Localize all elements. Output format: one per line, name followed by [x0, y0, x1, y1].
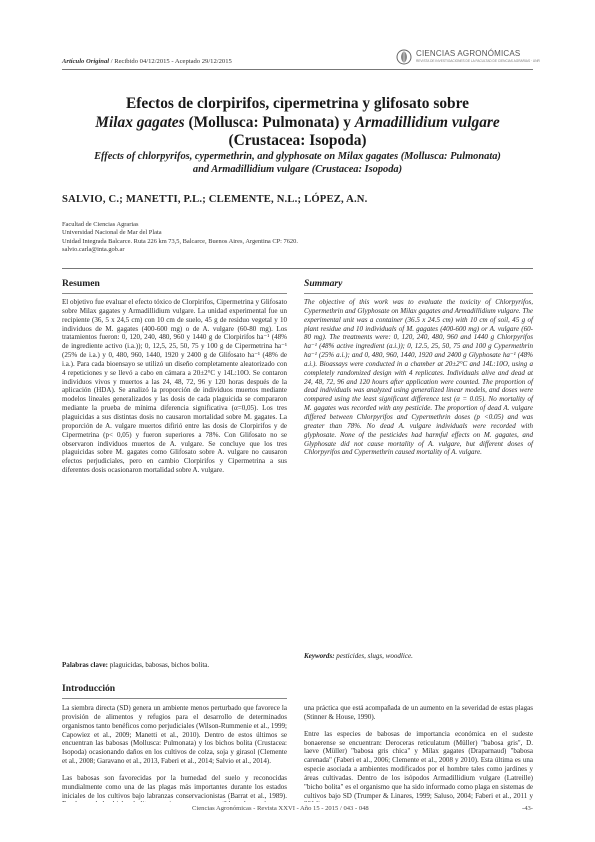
introduccion-rule: [62, 698, 287, 699]
resumen-heading: Resumen: [62, 278, 100, 289]
article-header: [62, 58, 232, 65]
introduccion-left-column: [62, 704, 287, 802]
resumen-text: El objetivo fue evaluar el efecto tóxico de Clorpirifos, Cipermetrina y Glifosato sobre Milax gagates y Armadillidium vulgare. La unidad experimental fue un recipiente (36, 5 x 24,5 cm) con 10 cm de suelo, 45 g de residuo vegetal y 10 individuos de M. gagates (400-600 mg) o de A. vulgare (60-80 mg). Los tratamientos fueron: 0, 120, 240, 480, 960 y 1440 g de Clorpirifos ha⁻¹ (48% de ingrediente activo (i.a.)); 0, 12,5, 25, 50, 75 y 100 g de Cipermetrina ha⁻¹ (25% de i.a.) y 0, 480, 960, 1440, 1920 y 2400 g de Glifosato ha⁻¹ (48% de i.a.). Para cada bioensayo se utilizó un diseño completamente aleatorizado con 4 repeticiones y se llevó a cabo en cámara a 20±2°C y 14L:10O. Se contaron individuos vivos y muertos a las 24, 48, 72, 96 y 120 horas después de la aplicación (HDA). Se analizó la proporción de individuos muertos mediante modelos lineales generalizados y las dosis de cada plaguicida se compararon mediante la prueba de mínima diferencia significativa (α=0,05). Los tres plaguicidas a sus distintas dosis no causaron mortalidad sobre M. gagates. La proporción de A. vulgare muertos difirió entre las dosis de Clorpirifos y de Cipermetrina (p< 0,05) y fueron superiores a 78%. Con Glifosato no se observaron individuos muertos de A. vulgare. Se concluye que los tres plaguicidas sobre M. gagates como Glifosato sobre A. vulgare no causaron efectos perjudiciales, pero en cambio Clorpirifos y Cipermetrina a sus diferentes dosis ocasionaron mortalidad sobre A. vulgare.: [62, 298, 287, 475]
footer-citation: Ciencias Agronómicas - Revista XXVI - Año 15 - 2015 / 043 - 048: [192, 805, 369, 812]
affiliation-line: Universidad Nacional de Mar del Plata: [62, 229, 162, 237]
summary-rule: [304, 293, 533, 294]
journal-logo: [396, 49, 540, 65]
article-type: Artículo Original: [62, 58, 110, 65]
title-line-3: (Crustacea: Isopoda): [228, 132, 367, 149]
english-title-line-2: and Armadillidium vulgare (Crustacea: Isopoda): [192, 163, 403, 175]
intro-paragraph: La siembra directa (SD) genera un ambiente menos perturbado que favorece la provisión de alimentos y refugios para el desarrollo de determinados organismos tanto benéficos como perjudiciales (Wilson-Rummenie et al., 1999; Capowiez et al., 2009; Manetti et al., 2010). Dentro de estos últimos se encuentran las babosas (Mollusca: Pulmonata) y los bichos bolita (Crustacea: Isopoda) ocasionando daños en los cultivos de colza, soja y girasol (Clemente et al., 2008; Garavano et al., 2013, Faberi et al., 2014; Salvio et al., 2014).: [62, 704, 287, 766]
journal-logo-name: CIENCIAS AGRONÓMICAS: [416, 49, 521, 58]
english-title: [62, 151, 533, 176]
intro-paragraph: una práctica que está acompañada de un aumento en la severidad de estas plagas (Stinner & House, 1990).: [304, 704, 533, 721]
keywords-text: pesticides, slugs, woodlice.: [334, 652, 413, 660]
resumen-body: [62, 298, 287, 483]
keywords-label: Keywords:: [304, 652, 335, 660]
title-line-2: [62, 114, 533, 133]
summary-body: [304, 298, 533, 465]
header-rule: [62, 69, 533, 70]
intro-paragraph: Las babosas son favorecidas por la humedad del suelo y reconocidas mundialmente como una de las plagas más importantes durante los estados iniciales de los cultivos bajo labranzas conservacionistas (Barrat et al., 1989).: [62, 773, 287, 800]
summary-text: The objective of this work was to evaluate the toxicity of Chlorpyrifos, Cypermethrin and Glyphosate on Milax gagates and Armadillidium vulgare. The experimental unit was a container (36.5 x 24.5 cm) with 10 cm of soil, 45 g of plant residue and 10 individuals of M. gagates (400-600 mg) or A. vulgare (60-80 mg). The treatments were: 0, 120, 240, 480, 960 and 1440 g Chlorpyrifos ha⁻¹ (48% active ingredient (a.i.)); 0, 12.5, 25, 50, 75 and 100 g Cypermethrin ha⁻¹ (25% a.i.); and 0, 480, 960, 1440, 1920 and 2400 g Glyphosate ha⁻¹ (48% a.i.). Bioassays were conducted in a chamber at 20±2°C and 14L:10O, using a completely randomized design with 4 replicates. Individuals alive and dead at 24, 48, 72, 96 and 120 hours after application were counted. The proportion of dead individuals was analyzed using generalized linear models, and doses were compared using the least significant difference test (α = 0.05). No mortality of M. gagates was recorded with any pesticide. The proportion of dead A. vulgare differed between Chlorpyrifos and Cypermethrin doses (p <0.05) and was greater than 78%. No dead A. vulgare individuals were recorded with glyphosate. None of the pesticides had harmful effects on M. gagates, and Glyphosate did not cause mortality of A. vulgare, but different doses of Chlorpyrifos and Cypermethrin caused mortality of A. vulgare.: [304, 298, 533, 457]
affiliation-rule: [62, 268, 533, 269]
keywords-text: plaguicidas, babosas, bichos bolita.: [108, 661, 210, 669]
summary-keywords: [304, 652, 533, 660]
intro-paragraph: Entre las especies de babosas de importancia económica en el sudeste bonaerense se encuentran: Deroceras reticulatum (Müller) "babosa gris", D. laeve (Müller) "babosa gris chica" y Milax gagates (Draparnaud) "babosa carenada" (Faberi et al., 2006; Clemente et al., 2008 y 2010). Esta última es una especie asociada a ambientes modificados por el hombre tales como jardines y áreas cultivadas. Dentro de los isópodos Armadillidium vulgare (Latreille) "bicho bolita" es el organismo que ha sido informado como plaga en sistemas de cultivos bajo SD (Trumper & Linares, 1999; Saluso, 2004; Faberi et al., 2011 y: [304, 729, 533, 800]
title-species-2: Armadillidium vulgare: [354, 113, 500, 131]
english-title-line-1: Effects of chlorpyrifos, cypermethrin, and glyphosate on Milax gagates (Mollusca: Pulmonata): [94, 151, 501, 162]
article-dates: / Recibido 04/12/2015 - Aceptado 29/12/2015: [109, 58, 232, 65]
affiliation-line: Facultad de Ciencias Agrarias: [62, 221, 139, 228]
introduccion-right-column: [304, 704, 533, 802]
title-line-1: Efectos de clorpirifos, cipermetrina y glifosato sobre: [126, 95, 469, 112]
resumen-rule: [62, 293, 287, 294]
affiliation: [62, 221, 298, 254]
authors: SALVIO, C.; MANETTI, P.L.; CLEMENTE, N.L.; LÓPEZ, A.N.: [62, 194, 368, 205]
journal-logo-icon: [396, 49, 412, 65]
summary-heading: Summary: [304, 278, 343, 289]
keywords-label: Palabras clave:: [62, 661, 108, 669]
resumen-keywords: [62, 661, 287, 669]
affiliation-line: Unidad Integrada Balcarce. Ruta 226 km 73,5, Balcarce, Buenos Aires, Argentina CP: 7620.: [62, 237, 298, 245]
title-line-2-mid: (Mollusca: Pulmonata) y: [184, 113, 355, 131]
page-number: -43-: [522, 805, 533, 812]
contact-email[interactable]: salvio.carla@inta.gob.ar: [62, 245, 125, 253]
article-title: [62, 95, 533, 151]
introduccion-heading: Introducción: [62, 683, 116, 694]
title-species-1: Milax gagates: [95, 113, 185, 131]
journal-logo-tagline: REVISTA DE INVESTIGACIONES DE LA FACULTAD DE CIENCIAS AGRARIAS · UNR: [416, 59, 540, 63]
